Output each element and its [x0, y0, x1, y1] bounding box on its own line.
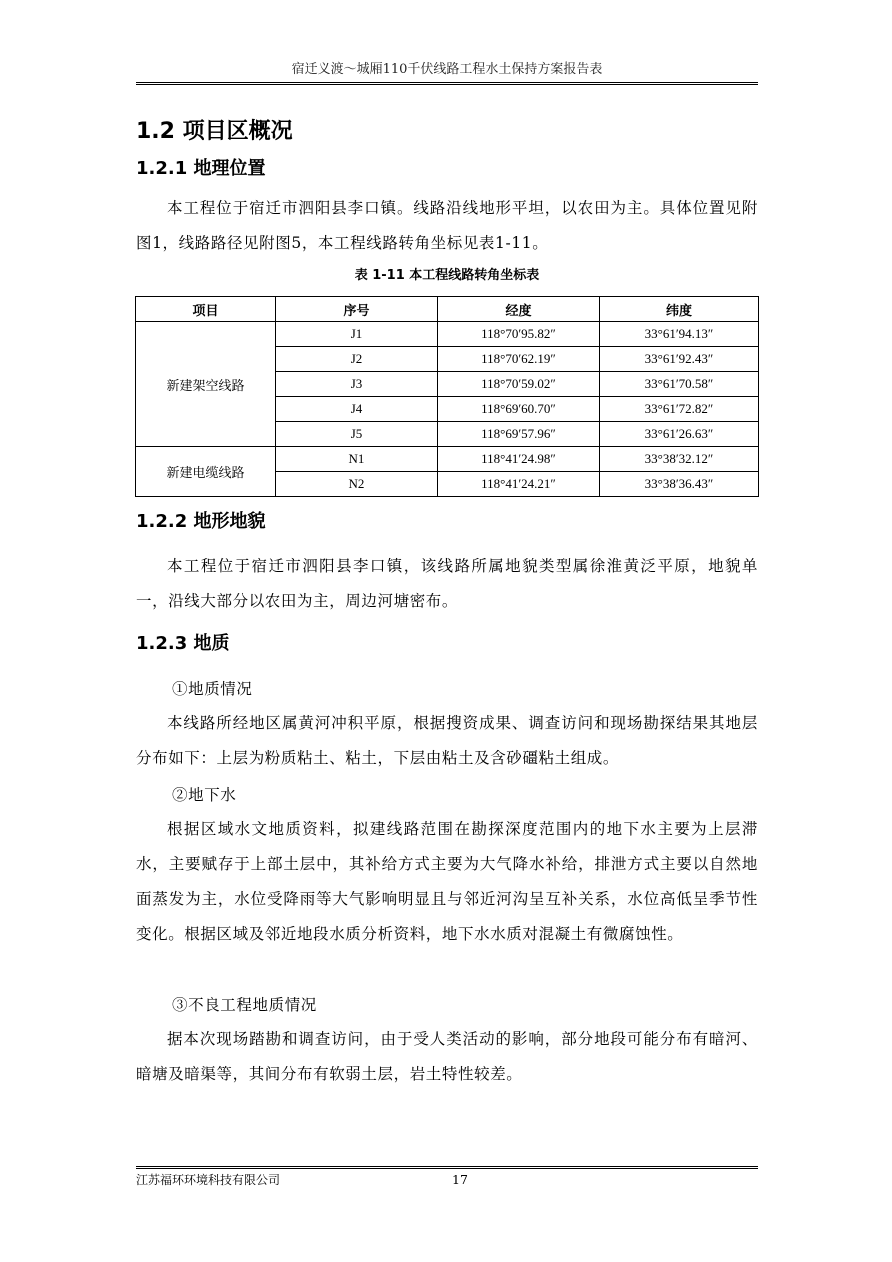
group-cell-overhead-line: 新建架空线路: [136, 322, 276, 447]
longitude-value: 118°69′60.70″: [438, 397, 600, 422]
paragraph-adverse-geology: 据本次现场踏勘和调查访问，由于受人类活动的影响，部分地段可能分布有暗河、暗塘及暗渠等，其间分布有软弱土层，岩土特性较差。: [136, 1030, 758, 1083]
header-cell-number: 序号: [276, 297, 438, 322]
section-title: 1.2 项目区概况: [136, 119, 293, 144]
page-number: 17: [452, 1172, 468, 1187]
longitude-value: 118°70′62.19″: [438, 347, 600, 372]
subsection-title-geology: 1.2.3 地质: [136, 633, 230, 654]
header-cell-longitude: 经度: [438, 297, 600, 322]
footer-company: 江苏福环环境科技有限公司: [136, 1173, 281, 1187]
latitude-value: 33°61′70.58″: [600, 372, 759, 397]
paragraph-location: 本工程位于宿迁市泗阳县李口镇。线路沿线地形平坦，以农田为主。具体位置见附图1，线路路径见附图5，本工程线路转角坐标见表1-11。: [136, 199, 758, 252]
footer-rule-secondary: [136, 1168, 758, 1169]
point-id: J2: [276, 347, 438, 372]
group-cell-cable-line: 新建电缆线路: [136, 447, 276, 497]
subsection-title-landform: 1.2.2 地形地貌: [136, 511, 266, 532]
point-id: J3: [276, 372, 438, 397]
point-id: J1: [276, 322, 438, 347]
table-row: [136, 447, 759, 472]
header-cell-item: 项目: [136, 297, 276, 322]
header-rule: [136, 82, 758, 83]
latitude-value: 33°61′26.63″: [600, 422, 759, 447]
footer-rule: [136, 1166, 758, 1167]
coordinate-table: [135, 296, 759, 497]
list-item-adverse-geology: ③不良工程地质情况: [172, 996, 317, 1014]
point-id: J5: [276, 422, 438, 447]
table-header-row: [136, 297, 759, 322]
longitude-value: 118°41′24.98″: [438, 447, 600, 472]
latitude-value: 33°61′94.13″: [600, 322, 759, 347]
header-rule-secondary: [136, 84, 758, 85]
latitude-value: 33°61′72.82″: [600, 397, 759, 422]
longitude-value: 118°70′59.02″: [438, 372, 600, 397]
point-id: N1: [276, 447, 438, 472]
list-item-groundwater: ②地下水: [172, 786, 237, 804]
table-caption: 表 1-11 本工程线路转角坐标表: [354, 268, 540, 283]
latitude-value: 33°38′32.12″: [600, 447, 759, 472]
longitude-value: 118°69′57.96″: [438, 422, 600, 447]
subsection-title-location: 1.2.1 地理位置: [136, 158, 266, 179]
paragraph-geology-conditions: 本线路所经地区属黄河冲积平原，根据搜资成果、调查访问和现场勘探结果其地层分布如下：上层为粉质粘土、粘土，下层由粘土及含砂礓粘土组成。: [136, 714, 758, 767]
paragraph-groundwater: 根据区域水文地质资料，拟建线路范围在勘探深度范围内的地下水主要为上层滞水，主要赋存于上部土层中，其补给方式主要为大气降水补给，排泄方式主要以自然地面蒸发为主，水位受降雨等大气影响明显且与邻近河沟呈互补关系，水位高低呈季节性变化。根据区域及邻近地段水质分析资料，地下水水质对混凝土有微腐蚀性。: [136, 820, 758, 943]
point-id: J4: [276, 397, 438, 422]
longitude-value: 118°41′24.21″: [438, 472, 600, 497]
table-row: [136, 322, 759, 347]
page-header-title: 宿迁义渡～城厢110千伏线路工程水土保持方案报告表: [291, 62, 603, 77]
longitude-value: 118°70′95.82″: [438, 322, 600, 347]
paragraph-landform: 本工程位于宿迁市泗阳县李口镇，该线路所属地貌类型属徐淮黄泛平原，地貌单一，沿线大部分以农田为主，周边河塘密布。: [136, 557, 758, 610]
latitude-value: 33°38′36.43″: [600, 472, 759, 497]
point-id: N2: [276, 472, 438, 497]
list-item-geology-conditions: ①地质情况: [172, 680, 253, 698]
latitude-value: 33°61′92.43″: [600, 347, 759, 372]
header-cell-latitude: 纬度: [600, 297, 759, 322]
